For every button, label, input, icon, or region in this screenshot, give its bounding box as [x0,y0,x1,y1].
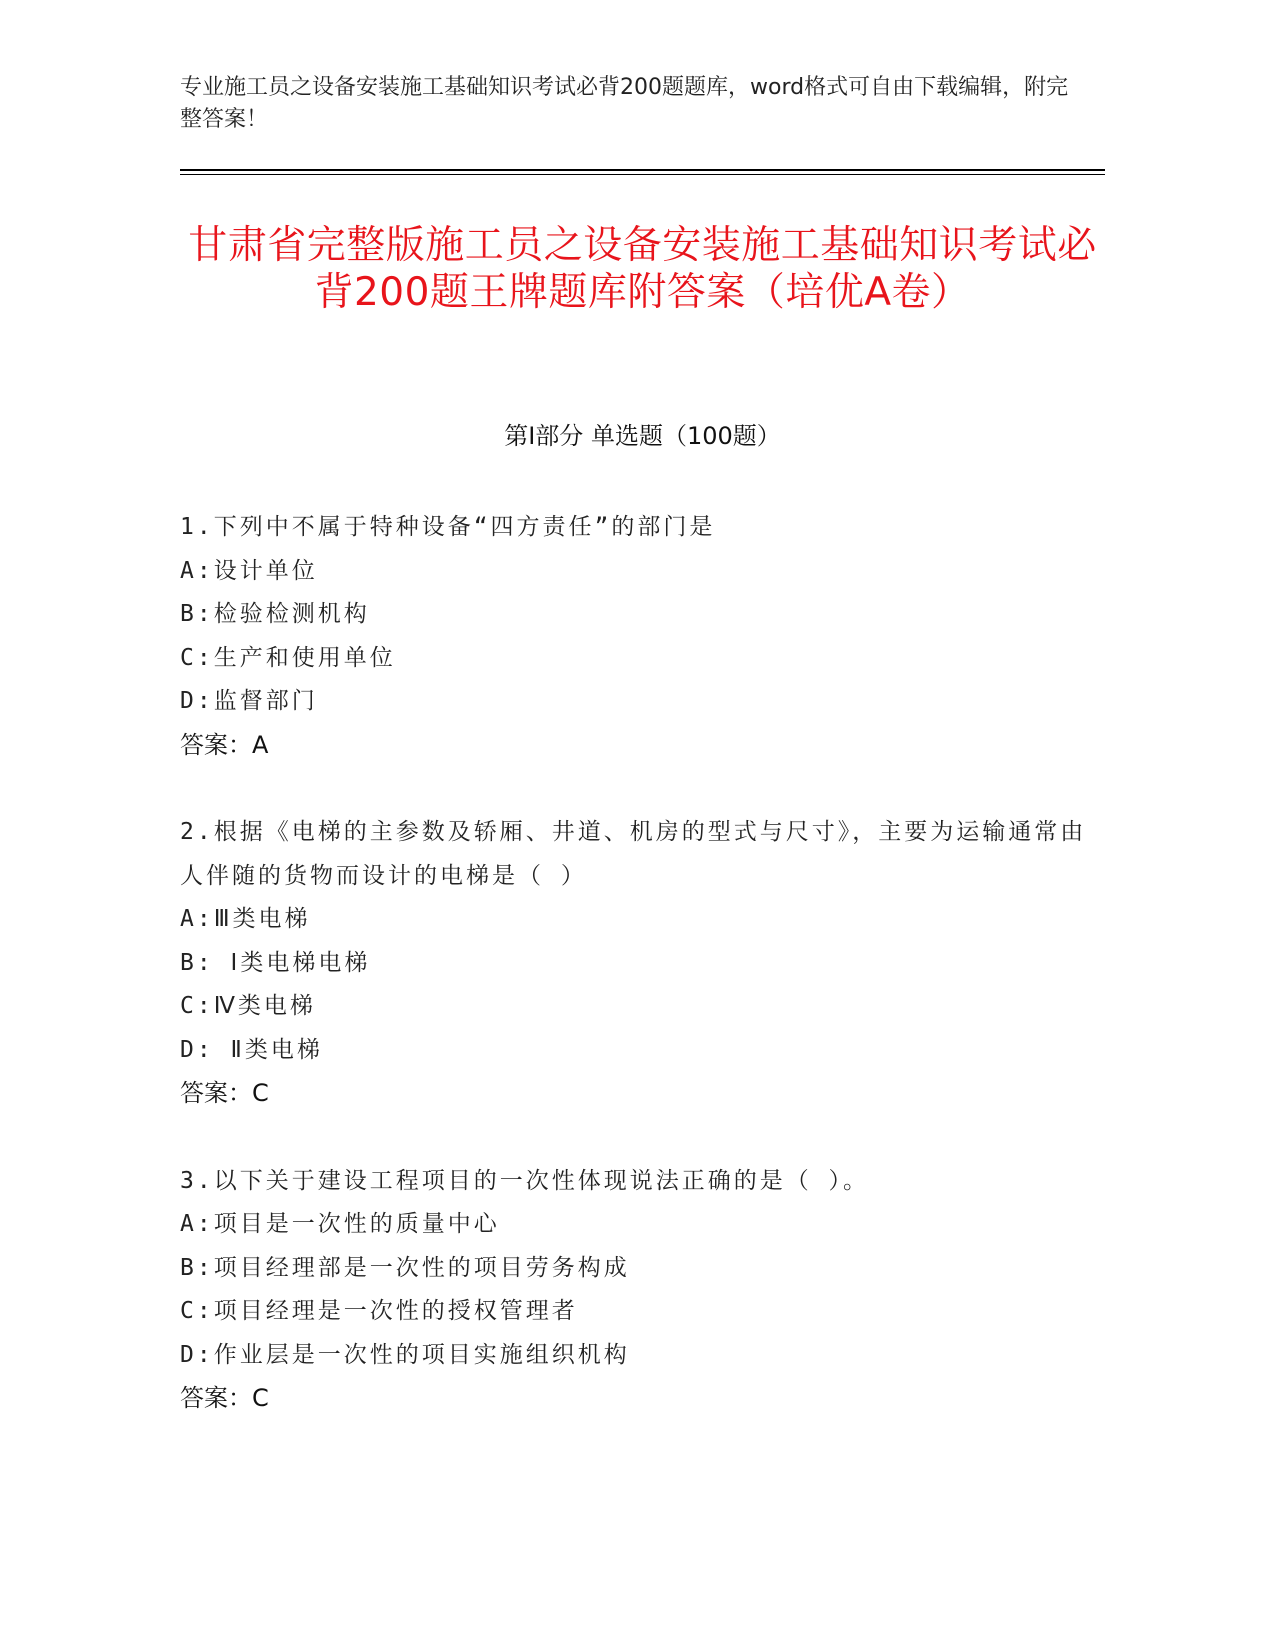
option-a: A:Ⅲ类电梯 [180,906,311,932]
question-list [180,506,1105,1465]
option-d: D:作业层是一次性的项目实施组织机构 [180,1341,630,1368]
section-title: 第I部分 单选题（100题） [504,422,781,450]
header-note: 专业施工员之设备安装施工基础知识考试必背200题题库，word格式可自由下载编辑，附完整答案！ [180,75,1069,132]
question-item [180,506,1105,767]
option-b: B:项目经理部是一次性的项目劳务构成 [180,1254,630,1281]
option-a: A:设计单位 [180,557,318,584]
header-divider-thick [180,169,1105,171]
answer: 答案：C [180,1384,269,1412]
answer: 答案：C [180,1079,269,1107]
question-stem: 2.根据《电梯的主参数及轿厢、井道、机房的型式与尺寸》，主要为运输通常由人伴随的货物而设计的电梯是（ ） [180,819,1087,889]
option-b: B:检验检测机构 [180,601,370,627]
question-stem: 1.下列中不属于特种设备“四方责任”的部门是 [180,514,716,540]
option-c: C:生产和使用单位 [180,644,396,671]
document-title: 甘肃省完整版施工员之设备安装施工基础知识考试必背200题王牌题库附答案（培优A卷） [188,223,1097,315]
question-item [180,811,1105,1116]
question-stem: 3.以下关于建设工程项目的一次性体现说法正确的是（ ）。 [180,1167,870,1194]
option-d: D:监督部门 [180,688,318,714]
option-d: D: Ⅱ类电梯 [180,1036,323,1063]
question-item [180,1160,1105,1421]
option-c: C:项目经理是一次性的授权管理者 [180,1298,578,1324]
answer: 答案：A [180,730,269,759]
header-divider-thin [180,174,1105,175]
option-c: C:Ⅳ类电梯 [180,993,316,1019]
option-b: B: Ⅰ类电梯电梯 [180,949,371,976]
option-a: A:项目是一次性的质量中心 [180,1211,500,1237]
